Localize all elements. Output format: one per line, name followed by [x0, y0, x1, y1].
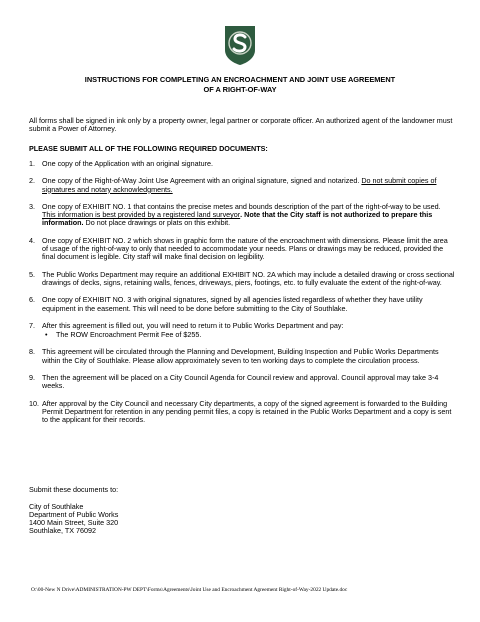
city-seal-logo — [223, 24, 257, 66]
address-line: Southlake, TX 76092 — [29, 526, 97, 535]
list-item: 9. Then the agreement will be placed on a City Council Agenda for Council review and approval. Council approval may take 3-4 weeks. — [29, 373, 439, 391]
required-documents-heading: PLEASE SUBMIT ALL OF THE FOLLOWING REQUIRED DOCUMENTS: — [29, 144, 268, 153]
list-item: 1. One copy of the Application with an original signature. — [29, 159, 214, 168]
list-item: 6. One copy of EXHIBIT NO. 3 with original signatures, signed by all agencies listed regardless of whether they have utility equipment in the easement. This will need to be done before submitting to the City of Southlake. — [29, 295, 423, 313]
address-line: Department of Public Works — [29, 510, 119, 519]
list-item: 10. After approval by the City Council and necessary City departments, a copy of the signed agreement is forwarded to the Building Permit Department for retention in any pending permit files, a copy is retained in the Public Works Department and a copy is sent to the applicant for their records. — [29, 398, 452, 425]
document-title-line1: INSTRUCTIONS FOR COMPLETING AN ENCROACHMENT AND JOINT USE AGREEMENT — [84, 75, 396, 84]
list-item: 5. The Public Works Department may require an additional EXHIBIT NO. 2A which may include a detailed drawing or cross sectional drawings of decks, signs, retaining walls, fences, driveways, piers, footings, etc. to fully evaluate the extent of the right-of-way. — [29, 269, 455, 287]
document-title-line2: OF A RIGHT-OF-WAY — [203, 85, 277, 94]
list-item: 4. One copy of EXHIBIT NO. 2 which shows in graphic form the nature of the encroachment with dimensions. Please limit the area of usage of the right-of-way to only that needed to accommodate your needs. Plans or drawings may be reduced, provided the final document is legible. City staff will make final decision on legibility. — [29, 235, 448, 262]
fee-bullet: • The ROW Encroachment Permit Fee of $255. — [45, 330, 202, 340]
list-item: 7. After this agreement is filled out, you will need to return it to Public Works Department and pay: • The ROW Encroachment Permit Fee of $255. — [29, 322, 455, 340]
submit-label: Submit these documents to: — [29, 485, 119, 494]
address-line: 1400 Main Street, Suite 320 — [29, 518, 119, 527]
required-documents-list — [29, 160, 455, 434]
list-item: 3. One copy of EXHIBIT NO. 1 that contains the precise metes and bounds description of the part of the right-of-way to be used. This information is best provided by a registered land surveyor. Note that the City staff is not authorized to prepare this information. Do not place drawings or plats on this exhibit. — [29, 201, 441, 228]
intro-paragraph: All forms shall be signed in ink only by a property owner, legal partner or corporate officer. An authorized agent of the landowner must submit a Power of Attorney. — [29, 116, 453, 134]
address-line: City of Southlake — [29, 502, 84, 511]
file-path-footer: O:\00-New N Drive\ADMINISTRATION-PW DEPT\Forms\Agreements\Joint Use and Encroachment Agreement Right-of-Way-2022 Update.doc — [31, 587, 348, 593]
bullet-icon: • — [45, 330, 48, 340]
list-item: 8. This agreement will be circulated through the Planning and Development, Building Inspection and Public Works Departments within the City of Southlake. Please allow approximately seven to ten working days to complete the circulation process. — [29, 347, 439, 365]
list-item: 2. One copy of the Right-of-Way Joint Use Agreement with an original signature, signed and notarized. Do not submit copies of signatures and notary acknowledgments. — [29, 176, 437, 194]
